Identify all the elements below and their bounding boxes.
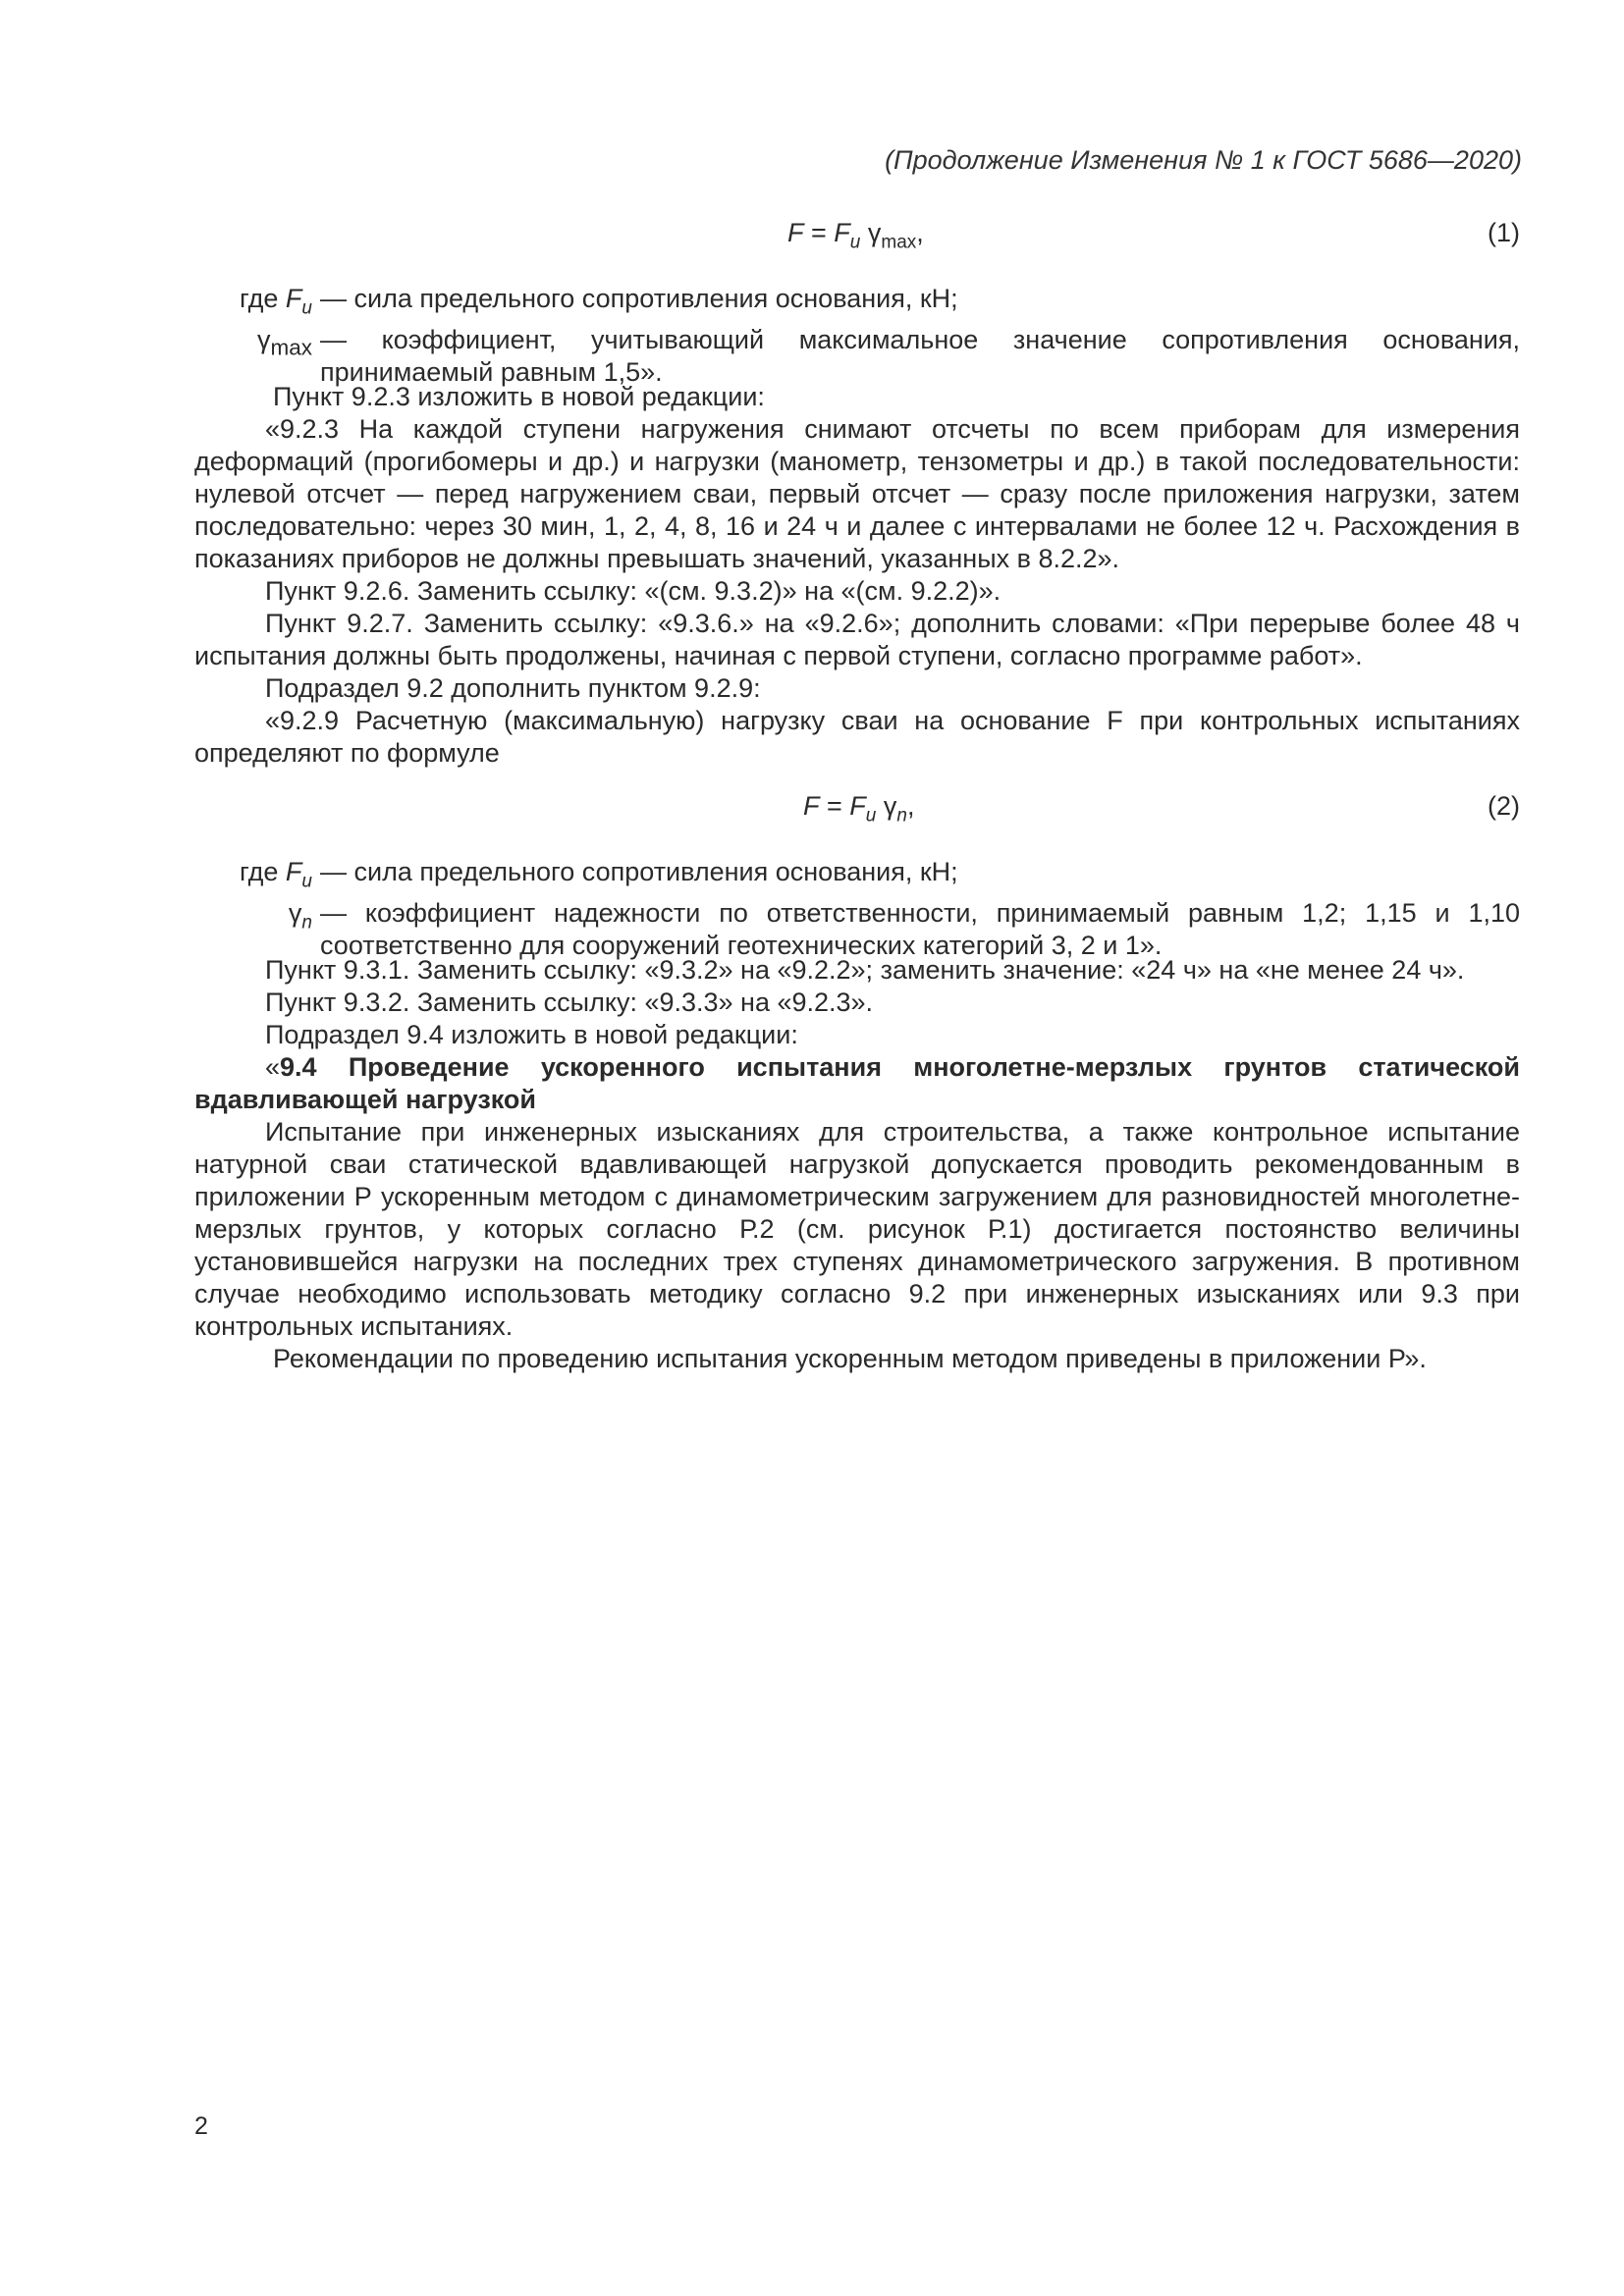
paragraph: Пункт 9.2.7. Заменить ссылку: «9.3.6.» на «9.2.6»; дополнить словами: «При перерыве более 48 ч испытания должны быть продолжены, начиная с первой ступени, согласно программе работ». <box>194 609 1520 670</box>
formula-1-number: (1) <box>1488 218 1520 247</box>
formula-1-legend <box>194 283 1520 389</box>
page-number: 2 <box>194 2112 208 2140</box>
legend-text: — сила предельного сопротивления основания, кН; <box>320 284 958 313</box>
paragraph: Пункт 9.3.2. Заменить ссылку: «9.3.3» на «9.2.3». <box>265 988 874 1017</box>
paragraph: Рекомендации по проведению испытания ускоренным методом приведены в приложении Р». <box>273 1344 1427 1373</box>
paragraph: «9.2.9 Расчетную (максимальную) нагрузку сваи на основание F при контрольных испытаниях определяют по формуле <box>194 706 1520 768</box>
paragraph: Подраздел 9.2 дополнить пунктом 9.2.9: <box>265 673 761 703</box>
legend-row: где $F_u$ — сила предельного сопротивления основания, кН; <box>194 856 1520 897</box>
paragraph: Пункт 9.3.1. Заменить ссылку: «9.3.2» на «9.2.2»; заменить значение: «24 ч» на «не менее 24 ч». <box>265 955 1465 985</box>
legend-row: $\gamma_{max}$ — коэффициент, учитывающий максимальное значение сопротивления основания, принимаемый равным 1,5». <box>256 325 1520 388</box>
formula-2-expression: $F = F_u$ $\gamma_n$, <box>803 791 915 827</box>
legend-text: — коэффициент, учитывающий максимальное значение сопротивления основания, принимаемый равным 1,5». <box>320 325 1520 388</box>
page-header: (Продолжение Изменения № 1 к ГОСТ 5686—2020) <box>885 145 1522 175</box>
formula-2-number: (2) <box>1488 791 1520 821</box>
section-heading: «9.4 Проведение ускоренного испытания многолетне-мерзлых грунтов статической вдавливающей нагрузкой <box>194 1052 1520 1114</box>
paragraph: Пункт 9.2.6. Заменить ссылку: «(см. 9.3.2)» на «(см. 9.2.2)». <box>265 576 1001 606</box>
paragraph-block-2 <box>194 954 1520 1375</box>
formula-1-expression: $F = F_u$ $\gamma_{max}$, <box>787 218 924 253</box>
paragraph: «9.2.3 На каждой ступени нагружения снимают отсчеты по всем приборам для измерения деформаций (прогибомеры и др.) и нагрузки (манометр, тензометры и др.) в такой последовательности: нулевой отсчет — перед нагружением сваи, первый отсчет — сразу после приложения нагрузки, затем последовательно: через 30 мин, 1, 2, 4, 8, 16 и 24 ч и далее с интервалами не более 12 ч. Расхождения в показаниях приборов не должны превышать значений, указанных в 8.2.2». <box>194 414 1520 573</box>
paragraph: Испытание при инженерных изысканиях для строительства, а также контрольное испытание натурной сваи статической вдавливающей нагрузкой допускается проводить рекомендованным в приложении Р ускоренным методом с динамометрическим загружением для разновидностей многолетне-мерзлых грунтов, у которых согласно Р.2 (см. рисунок Р.1) достигается постоянство величины установившейся нагрузки на последних трех ступенях динамометрического загружения. В противном случае необходимо использовать методику согласно 9.2 при инженерных изысканиях или 9.3 при контрольных испытаниях. <box>194 1117 1520 1341</box>
legend-row: $\gamma_n$ — коэффициент надежности по ответственности, принимаемый равным 1,2; 1,15 и 1,10 соответственно для сооружений геотехнических категорий 3, 2 и 1». <box>288 898 1520 961</box>
paragraph: Подраздел 9.4 изложить в новой редакции: <box>265 1020 798 1049</box>
formula-2-legend <box>194 856 1520 962</box>
legend-row: где $F_u$ — сила предельного сопротивления основания, кН; <box>194 283 1520 324</box>
legend-text: — коэффициент надежности по ответственности, принимаемый равным 1,2; 1,15 и 1,10 соответственно для сооружений геотехнических категорий 3, 2 и 1». <box>320 898 1520 961</box>
formula-2 <box>194 791 1520 830</box>
legend-text: — сила предельного сопротивления основания, кН; <box>320 857 958 886</box>
paragraph-block-1 <box>194 381 1520 770</box>
formula-1 <box>194 218 1520 257</box>
paragraph: Пункт 9.2.3 изложить в новой редакции: <box>273 382 765 411</box>
